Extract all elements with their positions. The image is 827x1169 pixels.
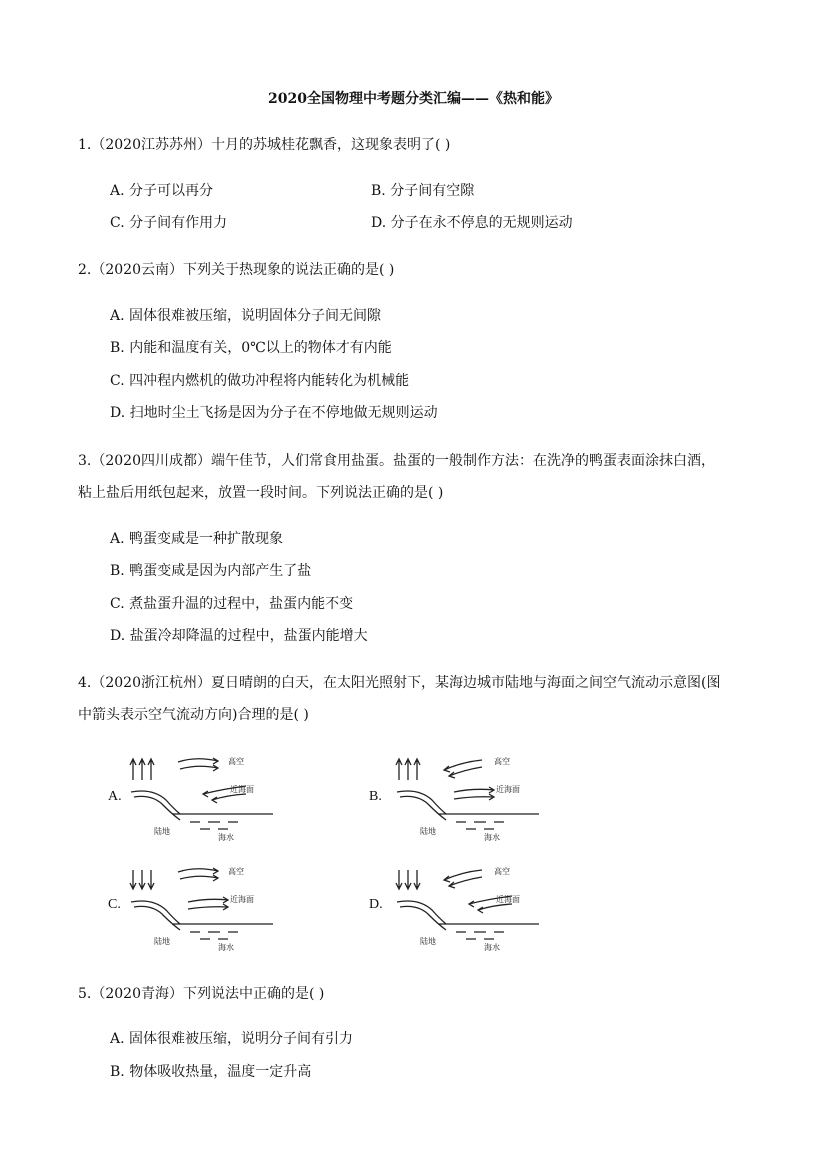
label-near-sea: 近海面	[496, 785, 520, 794]
label-high-altitude: 高空	[228, 757, 244, 766]
q2-option-d: D. 扫地时尘土飞扬是因为分子在不停地做无规则运动	[110, 405, 438, 421]
label-high-altitude: 高空	[494, 757, 510, 766]
q4-option-c-label: C.	[108, 897, 121, 912]
q1-option-c: C. 分子间有作用力	[110, 215, 228, 231]
q1-option-a: A. 分子可以再分	[110, 183, 214, 199]
label-land: 陆地	[154, 937, 170, 946]
q4-diagram-c	[128, 862, 278, 954]
q2-option-a: A. 固体很难被压缩，说明固体分子间无间隙	[110, 308, 382, 324]
q4-option-d-label: D.	[369, 897, 383, 912]
question-4-stem-line2: 中箭头表示空气流动方向)合理的是( )	[78, 707, 309, 723]
label-sea-water: 海水	[218, 943, 234, 952]
label-sea-water: 海水	[218, 833, 234, 842]
q3-option-a: A. 鸭蛋变咸是一种扩散现象	[110, 531, 284, 547]
question-4-stem-line1: 4.（2020浙江杭州）夏日晴朗的白天，在太阳光照射下，某海边城市陆地与海面之间空气流动示意图(图	[78, 675, 721, 691]
q5-option-a: A. 固体很难被压缩，说明分子间有引力	[110, 1031, 354, 1047]
q4-diagram-b	[394, 752, 544, 844]
label-near-sea: 近海面	[496, 895, 520, 904]
q4-diagram-d	[394, 862, 544, 954]
q5-option-b: B. 物体吸收热量，温度一定升高	[110, 1064, 312, 1080]
q3-option-c: C. 煮盐蛋升温的过程中，盐蛋内能不变	[110, 596, 354, 612]
q3-option-b: B. 鸭蛋变咸是因为内部产生了盐	[110, 563, 312, 579]
question-3-stem-line1: 3.（2020四川成都）端午佳节，人们常食用盐蛋。盐蛋的一般制作方法：在洗净的鸭蛋表面涂抹白酒，	[78, 453, 715, 469]
q4-option-b-label: B.	[369, 789, 382, 804]
q2-option-b: B. 内能和温度有关，0℃以上的物体才有内能	[110, 340, 392, 356]
q4-option-a-label: A.	[108, 789, 122, 804]
question-1-stem: 1.（2020江苏苏州）十月的苏城桂花飘香，这现象表明了( )	[78, 137, 451, 153]
question-5-stem: 5.（2020青海）下列说法中正确的是( )	[78, 986, 325, 1002]
label-sea-water: 海水	[484, 943, 500, 952]
question-3-stem-line2: 粘上盐后用纸包起来，放置一段时间。下列说法正确的是( )	[78, 485, 444, 501]
label-land: 陆地	[154, 827, 170, 836]
label-high-altitude: 高空	[494, 867, 510, 876]
label-land: 陆地	[420, 827, 436, 836]
label-sea-water: 海水	[484, 833, 500, 842]
label-near-sea: 近海面	[230, 785, 254, 794]
page-title: 2020全国物理中考题分类汇编——《热和能》	[268, 91, 559, 107]
q1-option-d: D. 分子在永不停息的无规则运动	[371, 215, 573, 231]
q3-option-d: D. 盐蛋冷却降温的过程中，盐蛋内能增大	[110, 628, 368, 644]
label-high-altitude: 高空	[228, 867, 244, 876]
q2-option-c: C. 四冲程内燃机的做功冲程将内能转化为机械能	[110, 373, 410, 389]
question-2-stem: 2.（2020云南）下列关于热现象的说法正确的是( )	[78, 262, 395, 278]
label-near-sea: 近海面	[230, 895, 254, 904]
label-land: 陆地	[420, 937, 436, 946]
q4-diagram-a	[128, 752, 278, 844]
q1-option-b: B. 分子间有空隙	[371, 183, 475, 199]
